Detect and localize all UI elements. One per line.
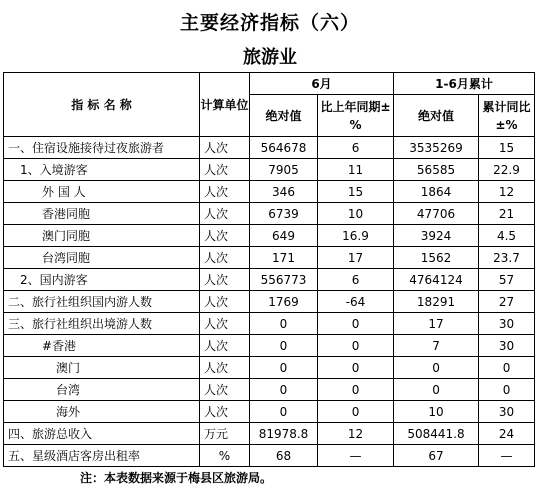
row-name: 二、旅行社组织国内游人数 (4, 291, 200, 313)
row-month-yoy: — (318, 445, 394, 467)
row-ytd-yoy: 0 (479, 357, 535, 379)
row-month-abs: 346 (250, 181, 318, 203)
table-row (4, 247, 535, 269)
row-ytd-abs: 0 (394, 379, 479, 401)
row-name: 2、国内游客 (4, 269, 200, 291)
table-row (4, 137, 535, 159)
row-ytd-abs: 4764124 (394, 269, 479, 291)
row-ytd-yoy: 57 (479, 269, 535, 291)
row-unit: 万元 (200, 423, 250, 445)
header-month-yoy: 比上年同期±% (318, 95, 394, 137)
row-unit: 人次 (200, 203, 250, 225)
row-unit: 人次 (200, 181, 250, 203)
row-unit: 人次 (200, 137, 250, 159)
source-note: 注：本表数据来源于梅县区旅游局。 (80, 471, 273, 485)
row-month-yoy: 16.9 (318, 225, 394, 247)
row-unit: 人次 (200, 313, 250, 335)
row-month-abs: 1769 (250, 291, 318, 313)
row-ytd-abs: 3535269 (394, 137, 479, 159)
row-name: 澳门同胞 (4, 225, 200, 247)
row-unit: 人次 (200, 379, 250, 401)
row-month-abs: 0 (250, 313, 318, 335)
table-row (4, 445, 535, 467)
row-name: 台湾 (4, 379, 200, 401)
row-name: 四、旅游总收入 (4, 423, 200, 445)
row-month-yoy: 17 (318, 247, 394, 269)
row-name: 澳门 (4, 357, 200, 379)
row-month-abs: 0 (250, 401, 318, 423)
row-name: 台湾同胞 (4, 247, 200, 269)
header-unit: 计算单位 (200, 73, 250, 137)
row-ytd-yoy: 12 (479, 181, 535, 203)
row-ytd-abs: 3924 (394, 225, 479, 247)
row-ytd-abs: 10 (394, 401, 479, 423)
row-month-yoy: 12 (318, 423, 394, 445)
row-unit: % (200, 445, 250, 467)
row-ytd-yoy: 21 (479, 203, 535, 225)
header-indicator: 指 标 名 称 (4, 73, 200, 137)
header-ytd-abs: 绝对值 (394, 95, 479, 137)
row-ytd-abs: 67 (394, 445, 479, 467)
header-ytd: 1-6月累计 (394, 73, 535, 95)
row-ytd-yoy: 30 (479, 401, 535, 423)
row-ytd-yoy: 22.9 (479, 159, 535, 181)
row-name: 香港同胞 (4, 203, 200, 225)
header-month: 6月 (250, 73, 394, 95)
table-row (4, 225, 535, 247)
row-name: 一、住宿设施接待过夜旅游者 (4, 137, 200, 159)
row-name: 海外 (4, 401, 200, 423)
table-row (4, 357, 535, 379)
row-name: 五、星级酒店客房出租率 (4, 445, 200, 467)
row-month-yoy: 15 (318, 181, 394, 203)
row-month-abs: 556773 (250, 269, 318, 291)
row-ytd-abs: 56585 (394, 159, 479, 181)
row-month-abs: 0 (250, 357, 318, 379)
row-name: 三、旅行社组织出境游人数 (4, 313, 200, 335)
row-month-abs: 0 (250, 379, 318, 401)
header-ytd-yoy: 累计同比±% (479, 95, 535, 137)
row-month-abs: 81978.8 (250, 423, 318, 445)
row-month-abs: 7905 (250, 159, 318, 181)
row-month-yoy: -64 (318, 291, 394, 313)
row-ytd-abs: 1562 (394, 247, 479, 269)
row-unit: 人次 (200, 401, 250, 423)
row-name: 外 国 人 (4, 181, 200, 203)
row-month-yoy: 0 (318, 313, 394, 335)
row-unit: 人次 (200, 225, 250, 247)
row-unit: 人次 (200, 357, 250, 379)
row-month-abs: 649 (250, 225, 318, 247)
row-ytd-abs: 508441.8 (394, 423, 479, 445)
table-row (4, 401, 535, 423)
table-row (4, 379, 535, 401)
row-ytd-abs: 18291 (394, 291, 479, 313)
table-row (4, 291, 535, 313)
table-row (4, 313, 535, 335)
row-month-abs: 6739 (250, 203, 318, 225)
row-unit: 人次 (200, 335, 250, 357)
row-name: #香港 (4, 335, 200, 357)
row-ytd-yoy: 15 (479, 137, 535, 159)
row-unit: 人次 (200, 159, 250, 181)
row-month-yoy: 0 (318, 357, 394, 379)
row-ytd-yoy: 30 (479, 313, 535, 335)
row-ytd-yoy: 4.5 (479, 225, 535, 247)
row-ytd-abs: 47706 (394, 203, 479, 225)
row-ytd-yoy: 27 (479, 291, 535, 313)
row-ytd-yoy: 23.7 (479, 247, 535, 269)
row-month-yoy: 0 (318, 335, 394, 357)
table-row (4, 423, 535, 445)
table-row (4, 335, 535, 357)
row-month-yoy: 11 (318, 159, 394, 181)
indicator-table (3, 72, 535, 467)
row-month-abs: 171 (250, 247, 318, 269)
row-unit: 人次 (200, 247, 250, 269)
row-ytd-yoy: 24 (479, 423, 535, 445)
row-ytd-yoy: — (479, 445, 535, 467)
row-unit: 人次 (200, 269, 250, 291)
row-month-yoy: 0 (318, 379, 394, 401)
table-row (4, 203, 535, 225)
table-row (4, 269, 535, 291)
row-month-yoy: 0 (318, 401, 394, 423)
table-subtitle: 旅游业 (243, 47, 297, 68)
row-ytd-yoy: 30 (479, 335, 535, 357)
row-ytd-abs: 0 (394, 357, 479, 379)
row-month-abs: 564678 (250, 137, 318, 159)
row-ytd-yoy: 0 (479, 379, 535, 401)
header-month-abs: 绝对值 (250, 95, 318, 137)
row-unit: 人次 (200, 291, 250, 313)
row-month-yoy: 10 (318, 203, 394, 225)
row-ytd-abs: 1864 (394, 181, 479, 203)
row-month-yoy: 6 (318, 137, 394, 159)
row-month-yoy: 6 (318, 269, 394, 291)
row-month-abs: 68 (250, 445, 318, 467)
row-ytd-abs: 7 (394, 335, 479, 357)
row-ytd-abs: 17 (394, 313, 479, 335)
row-month-abs: 0 (250, 335, 318, 357)
page-title: 主要经济指标（六） (179, 12, 360, 34)
table-row (4, 159, 535, 181)
table-row (4, 181, 535, 203)
row-name: 1、入境游客 (4, 159, 200, 181)
